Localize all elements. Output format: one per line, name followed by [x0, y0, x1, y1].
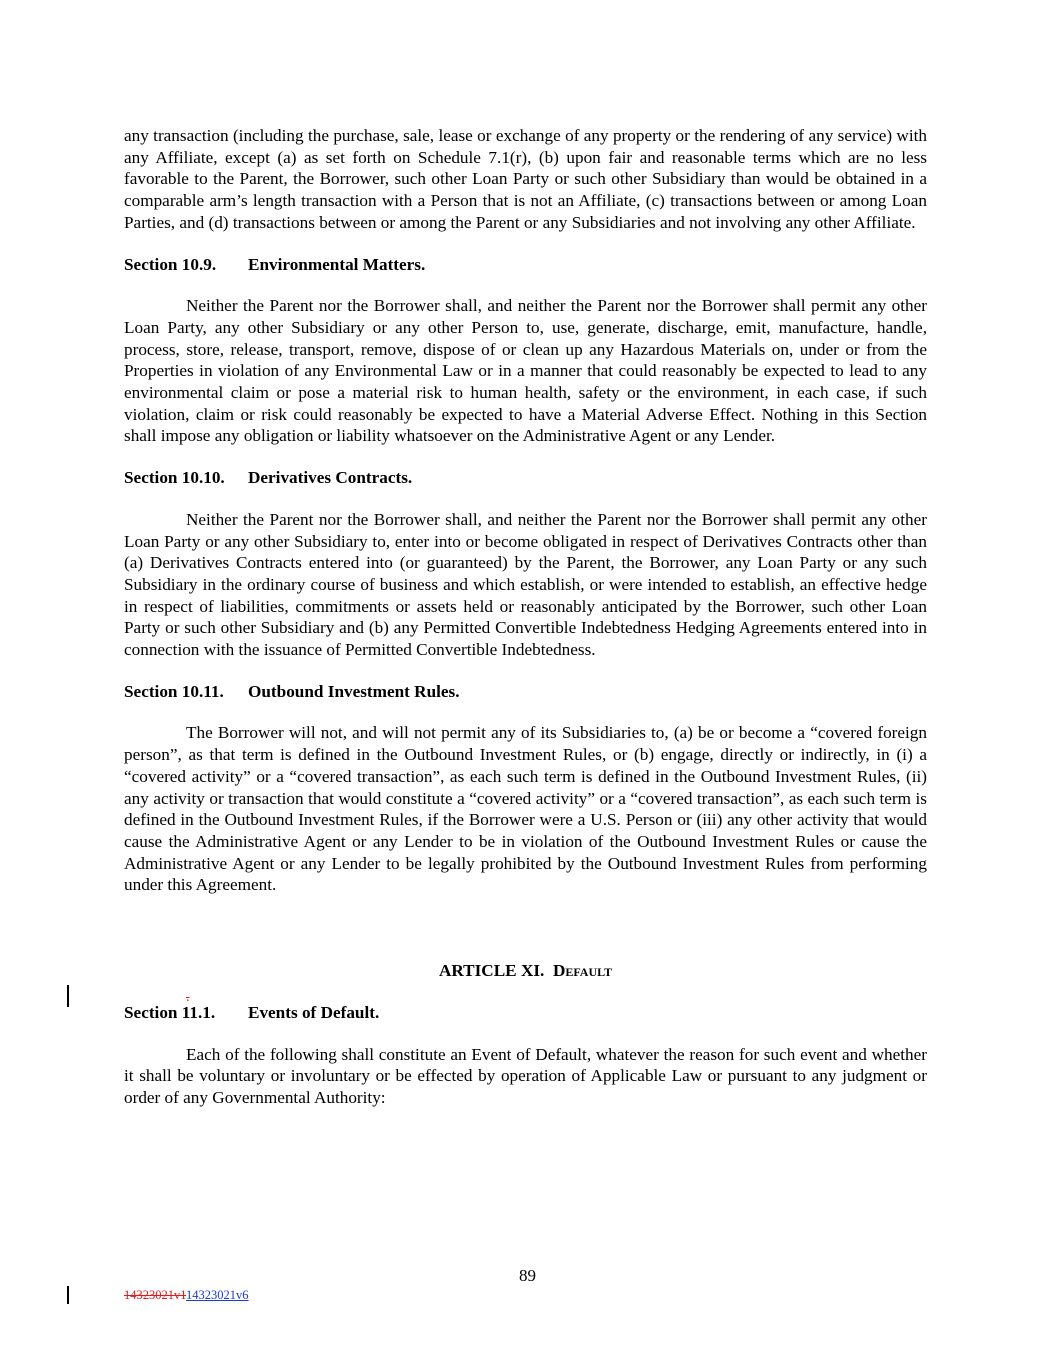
article-title: Default [552, 961, 613, 981]
paragraph-events-of-default: Each of the following shall constitute an Event of Default, whatever the reason for such event and whether it shall be voluntary or involuntary or be effected by operation of Applicable Law or pursuant to any judgment or order of any Governmental Authority: [124, 1044, 927, 1107]
deleted-mark: . [186, 990, 190, 1005]
section-heading-10-11 [124, 681, 927, 703]
doc-id-inserted: 14323021v6 [186, 1288, 249, 1302]
section-heading-11-1 [124, 1002, 927, 1024]
section-number: Section 11.1. [124, 1002, 216, 1022]
document-id [124, 1288, 249, 1303]
paragraph-environmental-matters: Neither the Parent nor the Borrower shall, and neither the Parent nor the Borrower shall permit any other Loan Party, any other Subsidiary or any other Person to, use, generate, discharge, emit, manufacture, handle, process, store, release, transport, remove, dispose of or clean up any Hazardous Materials on, under or from the Properties in violation of any Environmental Law or in a manner that could reasonably be expected to lead to any environmental claim or pose a material risk to human health, safety or the environment, in each case, if such violation, claim or risk could reasonably be expected to have a Material Adverse Effect. Nothing in this Section shall impose any obligation or liability whatsoever on the Administrative Agent or any Lender. [124, 296, 927, 446]
paragraph-outbound-investment: The Borrower will not, and will not permit any of its Subsidiaries to, (a) be or become a “covered foreign person”, as that term is defined in the Outbound Investment Rules, or (b) engage, directly or indirectly, in (i) a “covered activity” or a “covered transaction”, as each such term is defined in the Outbound Investment Rules, (ii) any activity or transaction that would constitute a “covered activity” or a “covered transaction”, as each such term is defined in the Outbound Investment Rules, if the Borrower were a U.S. Person or (iii) any other activity that would cause the Administrative Agent or any Lender to be in violation of the Outbound Investment Rules or cause the Administrative Agent or any Lender to be legally prohibited by the Outbound Investment Rules from performing under this Agreement. [124, 723, 927, 895]
change-bar-bottom [67, 1286, 69, 1304]
section-number: Section 10.11. [124, 681, 224, 701]
section-heading-10-10 [124, 467, 927, 489]
paragraph-affiliate-transactions: any transaction (including the purchase, sale, lease or exchange of any property or the rendering of any service) with any Affiliate, except (a) as set forth on Schedule 7.1(r), (b) upon fair and reasonable terms which are no less favorable to the Parent, the Borrower, such other Loan Party or such other Subsidiary than would be obtained in a comparable arm’s length transaction with a Person that is not an Affiliate, (c) transactions between or among Loan Parties, and (d) transactions between or among the Parent or any Subsidiaries and not involving any other Affiliate. [124, 126, 927, 232]
section-heading-10-9 [124, 254, 927, 276]
section-title: Derivatives Contracts. [248, 468, 413, 488]
document-page [124, 125, 927, 1109]
change-bar-top [67, 985, 69, 1007]
section-title: Outbound Investment Rules. [248, 681, 460, 701]
article-label: ARTICLE XI. [438, 961, 545, 981]
doc-id-deleted: 14323021v1 [124, 1288, 187, 1302]
article-heading [124, 960, 927, 982]
section-number: Section 10.9. [124, 254, 217, 274]
paragraph-derivatives-contracts: Neither the Parent nor the Borrower shall, and neither the Parent nor the Borrower shall permit any other Loan Party or any other Subsidiary to, enter into or become obligated in respect of Derivatives Contracts other than (a) Derivatives Contracts entered into (or guaranteed) by the Parent, the Borrower, any Loan Party or any such Subsidiary in the ordinary course of business and which establish, or were intended to establish, an effective hedge in respect of liabilities, commitments or assets held or reasonably anticipated by the Borrower, such other Loan Party or such other Subsidiary and (b) any Permitted Convertible Indebtedness Hedging Agreements entered into in connection with the issuance of Permitted Convertible Indebtedness. [124, 509, 927, 660]
section-title: Environmental Matters. [248, 254, 426, 274]
section-number: Section 10.10. [124, 468, 225, 488]
section-title: Events of Default. [248, 1002, 380, 1022]
page-number: 89 [519, 1266, 536, 1285]
